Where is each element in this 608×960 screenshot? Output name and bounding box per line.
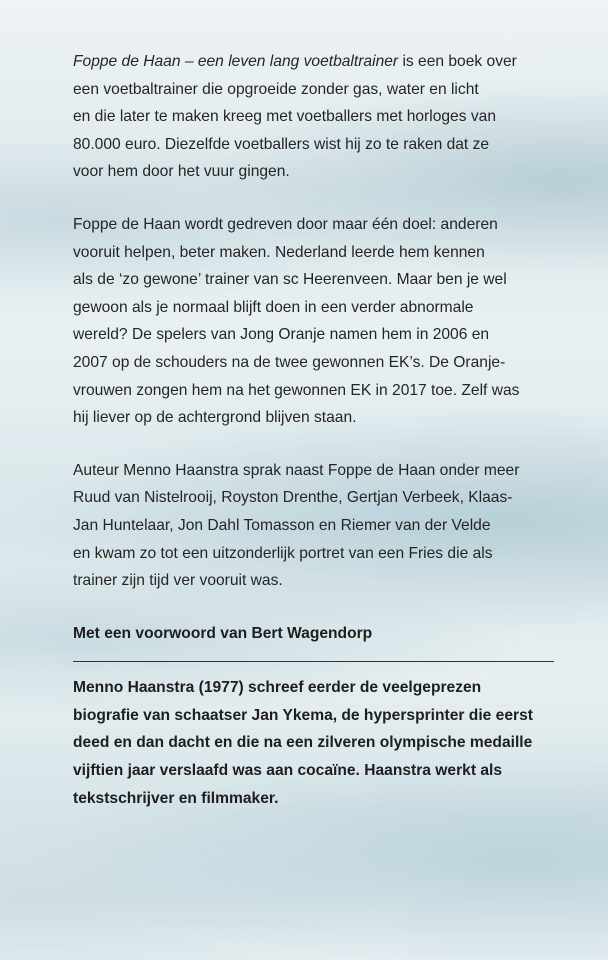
intro-line: een voetbaltrainer die opgroeide zonder gas, water en licht [73,80,479,98]
bio-line: Menno Haanstra (1977) schreef eerder de veelgeprezen [73,679,482,697]
book-title: Foppe de Haan – een leven lang voetbaltrainer [73,53,399,70]
bio-line: deed en dan dacht en die na een zilveren olympische medaille [73,734,533,752]
bio-line: biografie van schaatser Jan Ykema, de hypersprinter die eerst [73,706,533,724]
paragraph-line: 2007 op de schouders na de twee gewonnen EK’s. De Oranje- [73,353,506,371]
author-bio [73,674,559,812]
paragraph-line: vrouwen zongen hem na het gewonnen EK in 2017 toe. Zelf was [73,381,520,399]
foreword-credit: Met een voorwoord van Bert Wagendorp [73,624,373,642]
bio-line: tekstschrijver en filmmaker. [73,789,279,807]
paragraph-line: Ruud van Nistelrooij, Royston Drenthe, Gertjan Verbeek, Klaas- [73,489,513,507]
paragraph-line: als de ‘zo gewone’ trainer van sc Heerenveen. Maar ben je wel [73,271,507,289]
paragraph-line: hij liever op de achtergrond blijven staan. [73,409,357,427]
intro-paragraph [73,48,559,186]
section-divider [73,661,554,662]
intro-line-1 [73,48,559,76]
intro-line: 80.000 euro. Diezelfde voetballers wist hij zo te raken dat ze [73,135,490,153]
second-paragraph [73,211,559,432]
paragraph-line: trainer zijn tijd ver vooruit was. [73,572,283,590]
paragraph-line: Auteur Menno Haanstra sprak naast Foppe de Haan onder meer [73,461,520,479]
third-paragraph [73,457,559,595]
paragraph-line: en kwam zo tot een uitzonderlijk portret van een Fries die als [73,544,493,562]
paragraph-line: Foppe de Haan wordt gedreven door maar één doel: anderen [73,215,498,233]
paragraph-line: gewoon als je normaal blijft doen in een verder abnormale [73,298,474,316]
intro-line: en die later te maken kreeg met voetballers met horloges van [73,108,496,126]
bio-line: vijftien jaar verslaafd was aan cocaïne. Haanstra werkt als [73,762,503,780]
paragraph-line: Jan Huntelaar, Jon Dahl Tomasson en Riemer van der Velde [73,516,491,534]
intro-line-1-rest: is een boek over [398,53,517,70]
paragraph-line: wereld? De spelers van Jong Oranje namen hem in 2006 en [73,326,490,344]
paragraph-line: vooruit helpen, beter maken. Nederland leerde hem kennen [73,243,485,261]
back-cover-text [73,48,559,812]
intro-line: voor hem door het vuur gingen. [73,163,290,181]
